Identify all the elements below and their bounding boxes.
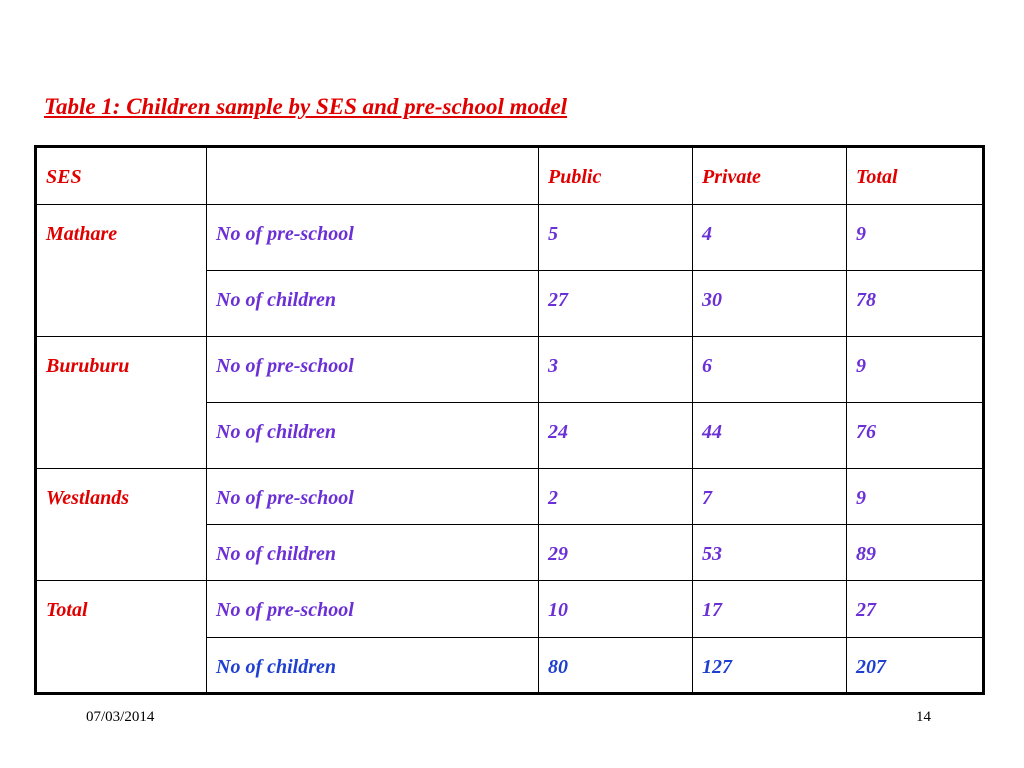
- total-cell: 9: [847, 337, 984, 403]
- private-cell: 44: [693, 403, 847, 469]
- table-row: [36, 337, 984, 403]
- total-cell: 207: [847, 638, 984, 694]
- total-cell: 89: [847, 525, 984, 581]
- header-ses: SES: [36, 147, 207, 205]
- total-cell: 9: [847, 205, 984, 271]
- public-cell: 10: [539, 581, 693, 638]
- header-total: Total: [847, 147, 984, 205]
- private-cell: 53: [693, 525, 847, 581]
- total-cell: 76: [847, 403, 984, 469]
- metric-cell: No of pre-school: [207, 581, 539, 638]
- private-cell: 6: [693, 337, 847, 403]
- table-row: [36, 205, 984, 271]
- public-cell: 2: [539, 469, 693, 525]
- ses-cell-westlands: Westlands: [36, 469, 207, 581]
- public-cell: 3: [539, 337, 693, 403]
- metric-cell: No of children: [207, 525, 539, 581]
- header-private: Private: [693, 147, 847, 205]
- total-cell: 78: [847, 271, 984, 337]
- private-cell: 7: [693, 469, 847, 525]
- ses-cell-mathare: Mathare: [36, 205, 207, 337]
- public-cell: 5: [539, 205, 693, 271]
- public-cell: 27: [539, 271, 693, 337]
- table-title: Table 1: Children sample by SES and pre-school model: [44, 94, 568, 119]
- footer-date: 07/03/2014: [86, 709, 155, 725]
- metric-cell: No of pre-school: [207, 469, 539, 525]
- private-cell: 17: [693, 581, 847, 638]
- metric-cell: No of children: [207, 271, 539, 337]
- ses-table: [34, 145, 985, 695]
- ses-cell-buruburu: Buruburu: [36, 337, 207, 469]
- header-public: Public: [539, 147, 693, 205]
- private-cell: 4: [693, 205, 847, 271]
- metric-cell: No of children: [207, 638, 539, 694]
- private-cell: 127: [693, 638, 847, 694]
- table-row: [36, 581, 984, 638]
- private-cell: 30: [693, 271, 847, 337]
- header-metric: [207, 147, 539, 205]
- page-number: 14: [916, 709, 931, 725]
- ses-cell-total: Total: [36, 581, 207, 694]
- table-header-row: [36, 147, 984, 205]
- metric-cell: No of children: [207, 403, 539, 469]
- table-row: [36, 469, 984, 525]
- metric-cell: No of pre-school: [207, 337, 539, 403]
- total-cell: 27: [847, 581, 984, 638]
- public-cell: 80: [539, 638, 693, 694]
- public-cell: 29: [539, 525, 693, 581]
- public-cell: 24: [539, 403, 693, 469]
- total-cell: 9: [847, 469, 984, 525]
- metric-cell: No of pre-school: [207, 205, 539, 271]
